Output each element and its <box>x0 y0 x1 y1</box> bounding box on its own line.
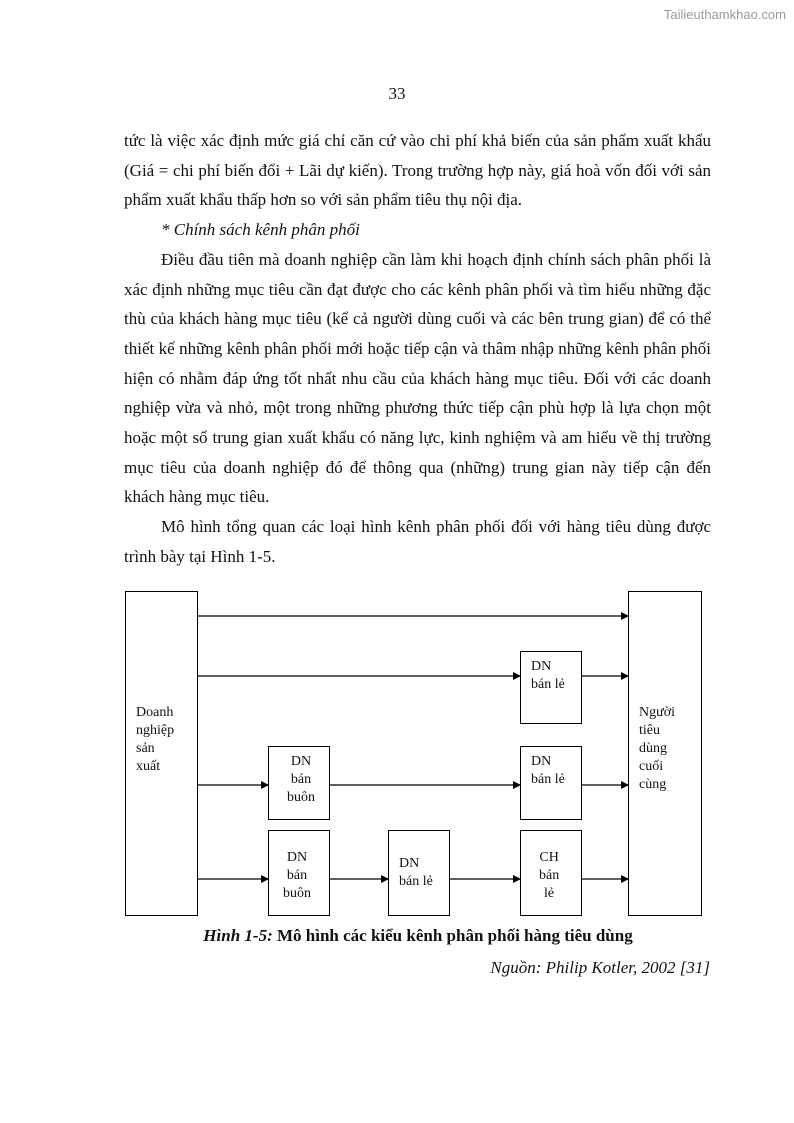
consumer-label: Người tiêu dùng cuối cùng <box>639 705 675 792</box>
wholesaler-label-1: DN bán buôn <box>287 754 315 805</box>
retailer-box-3 <box>388 830 450 916</box>
producer-box <box>125 591 198 916</box>
wholesaler-box-1 <box>268 746 330 820</box>
producer-label: Doanh nghiệp sản xuất <box>136 705 175 774</box>
figure-label: Hình 1-5: <box>203 926 273 945</box>
wholesaler-label-2: DN bán buôn <box>283 850 311 901</box>
figure-caption <box>0 926 794 946</box>
retailer-label-2: DN bán lẻ <box>531 754 565 787</box>
figure-source: Nguồn: Philip Kotler, 2002 [31] <box>490 958 710 977</box>
paragraph-continuation: tức là việc xác định mức giá chỉ căn cứ vào chi phí khả biến của sản phẩm xuất khẩu (Giá = chi phí biến đổi + Lãi dự kiến). Trong trường hợp này, giá hoà vốn đối với sản phẩm xuất khẩu thấp hơn so với sản phẩm tiêu thụ nội địa. <box>124 131 711 210</box>
retailer-box-1 <box>520 651 582 724</box>
retailer-label-1: DN bán lẻ <box>531 659 565 692</box>
body-text <box>124 126 711 572</box>
paragraph-model-intro: Mô hình tổng quan các loại hình kênh phân phối đối với hàng tiêu dùng được trình bày tại Hình 1-5. <box>124 517 711 566</box>
retailer-box-2 <box>520 746 582 820</box>
store-label: CH bán lẻ <box>539 850 560 901</box>
section-heading: * Chính sách kênh phân phối <box>161 220 360 240</box>
figure-title: Mô hình các kiểu kênh phân phối hàng tiêu dùng <box>272 926 633 945</box>
watermark: Tailieuthamkhao.com <box>663 7 786 22</box>
consumer-box <box>628 591 702 916</box>
wholesaler-box-2 <box>268 830 330 916</box>
paragraph-distribution-policy: Điều đầu tiên mà doanh nghiệp cần làm khi hoạch định chính sách phân phối là xác định những mục tiêu cần đạt được cho các kênh phân phối và tìm hiểu những đặc thù của khách hàng mục tiêu (kể cả người dùng cuối và các bên trung gian) để có thể thiết kế những kênh phân phối mới hoặc tiếp cận và thâm nhập những kênh phân phối hiện có nhằm đáp ứng tốt nhất nhu cầu của khách hàng mục tiêu. Đối với các doanh nghiệp vừa và nhỏ, một trong những phương thức tiếp cận phù hợp là lựa chọn một hoặc một số trung gian xuất khẩu có năng lực, kinh nghiệm và am hiểu về thị trường mục tiêu của doanh nghiệp đó để thông qua (những) trung gian này tiếp cận đến khách hàng mục tiêu. <box>124 249 711 507</box>
retailer-label-3: DN bán lẻ <box>399 856 433 889</box>
store-box <box>520 830 582 916</box>
page-number: 33 <box>388 84 406 103</box>
